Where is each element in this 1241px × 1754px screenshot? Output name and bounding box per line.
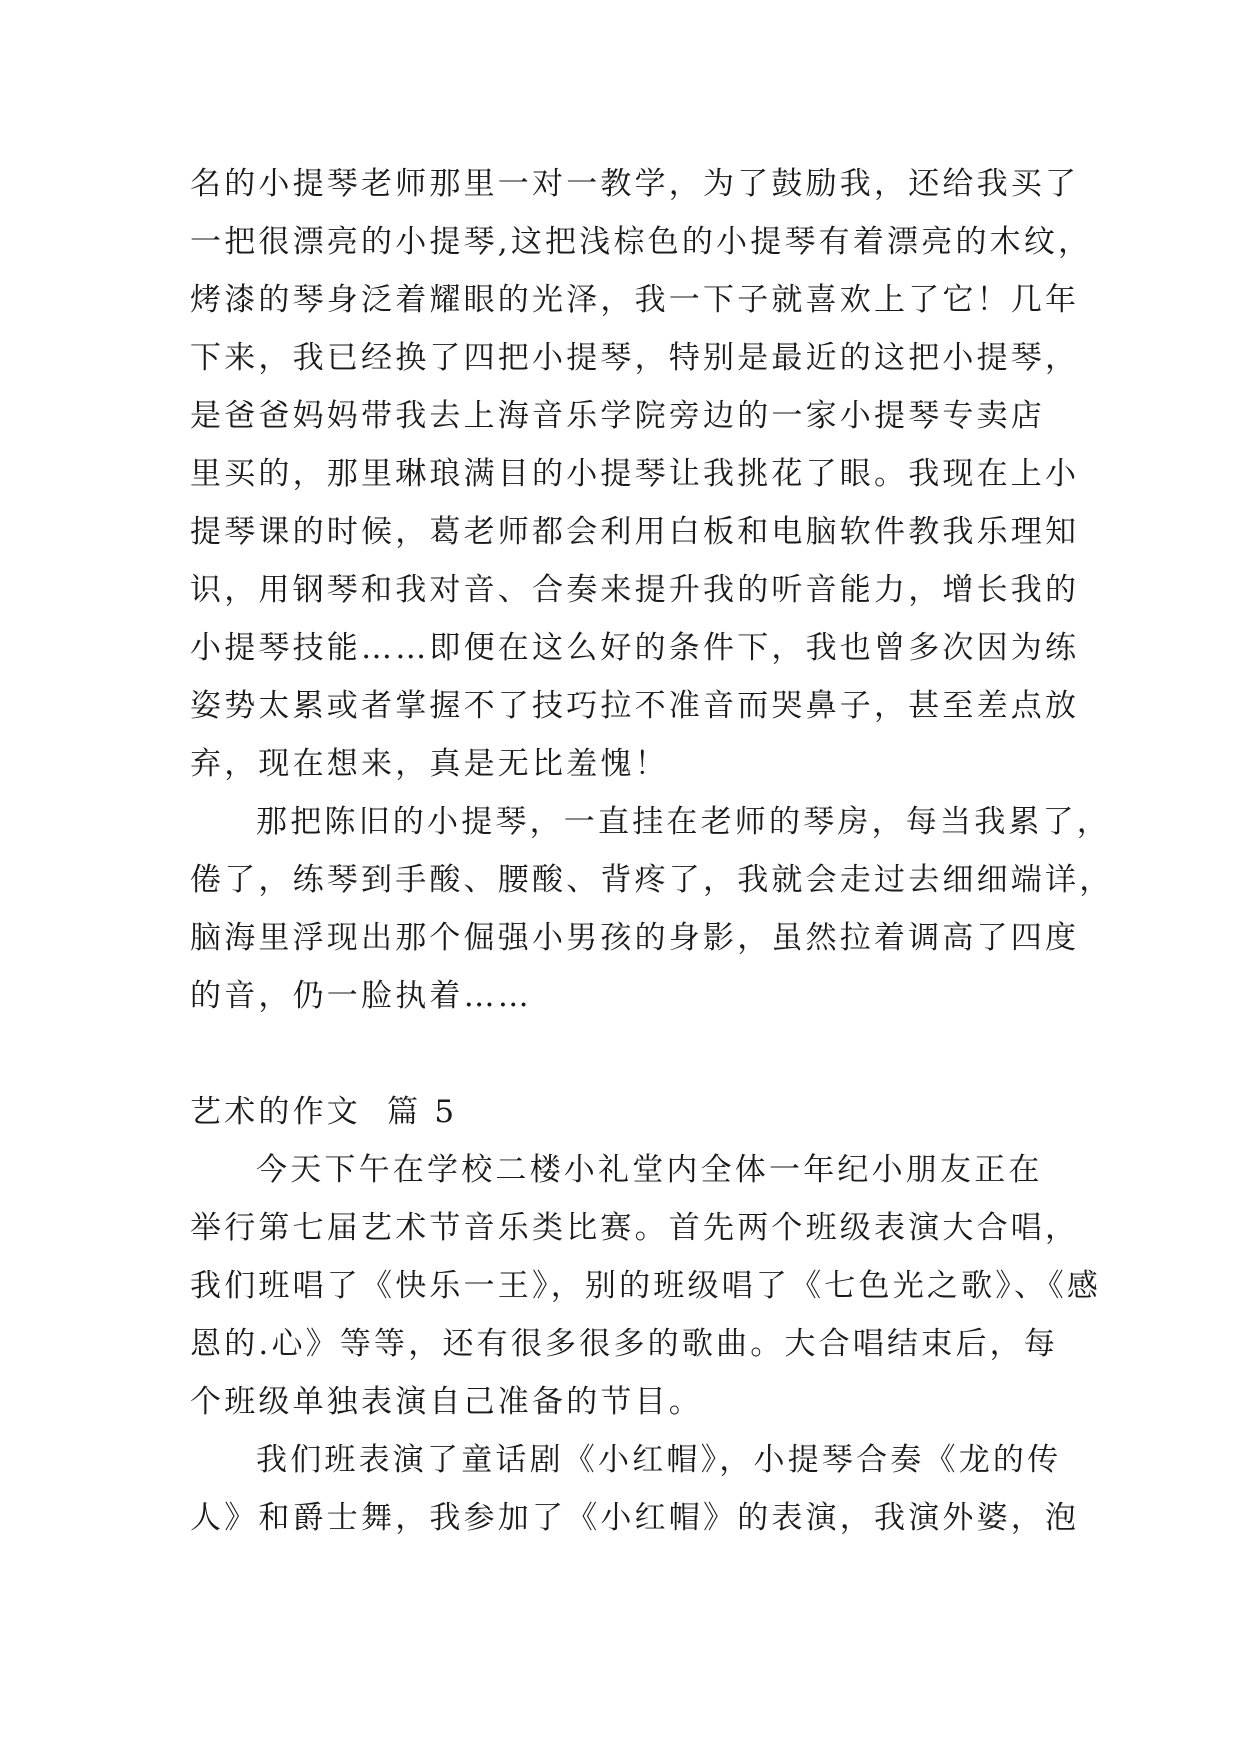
text-line: 姿势太累或者掌握不了技巧拉不准音而哭鼻子，甚至差点放 [190,688,1080,724]
text-line: 识，用钢琴和我对音、合奏来提升我的听音能力，增长我的 [190,572,1080,608]
text-line: 那把陈旧的小提琴，一直挂在老师的琴房，每当我累了， [256,804,1111,840]
text-line: 的音，仍一脸执着…… [190,978,532,1014]
text-line: 今天下午在学校二楼小礼堂内全体一年纪小朋友正在 [256,1152,1043,1188]
text-line: 弃，现在想来，真是无比羞愧！ [190,746,669,782]
text-line: 个班级单独表演自己准备的节目。 [190,1384,703,1420]
text-line: 小提琴技能……即便在这么好的条件下，我也曾多次因为练 [190,630,1080,666]
text-line: 下来，我已经换了四把小提琴，特别是最近的这把小提琴， [190,340,1080,376]
text-line: 脑海里浮现出那个倔强小男孩的身影，虽然拉着调高了四度 [190,920,1080,956]
text-line: 提琴课的时候，葛老师都会利用白板和电脑软件教我乐理知 [190,514,1080,550]
section-heading: 艺术的作文 篇 5 [190,1094,458,1130]
text-line: 我们班表演了童话剧《小红帽》，小提琴合奏《龙的传 [256,1442,1062,1478]
text-line: 我们班唱了《快乐一王》，别的班级唱了《七色光之歌》、《感 [190,1268,1102,1304]
text-line: 里买的，那里琳琅满目的小提琴让我挑花了眼。我现在上小 [190,456,1080,492]
text-line: 举行第七届艺术节音乐类比赛。首先两个班级表演大合唱， [190,1210,1080,1246]
text-line: 烤漆的琴身泛着耀眼的光泽，我一下子就喜欢上了它！几年 [190,282,1080,318]
text-line: 人》和爵士舞，我参加了《小红帽》的表演，我演外婆，泡 [190,1500,1080,1536]
text-line: 名的小提琴老师那里一对一教学，为了鼓励我，还给我买了 [190,166,1080,202]
text-line: 是爸爸妈妈带我去上海音乐学院旁边的一家小提琴专卖店 [190,398,1045,434]
text-line: 一把很漂亮的小提琴,这把浅棕色的小提琴有着漂亮的木纹， [190,224,1093,260]
text-line: 倦了，练琴到手酸、腰酸、背疼了，我就会走过去细细端详， [190,862,1114,898]
text-line: 恩的.心》等等，还有很多很多的歌曲。大合唱结束后，每 [190,1326,1059,1362]
